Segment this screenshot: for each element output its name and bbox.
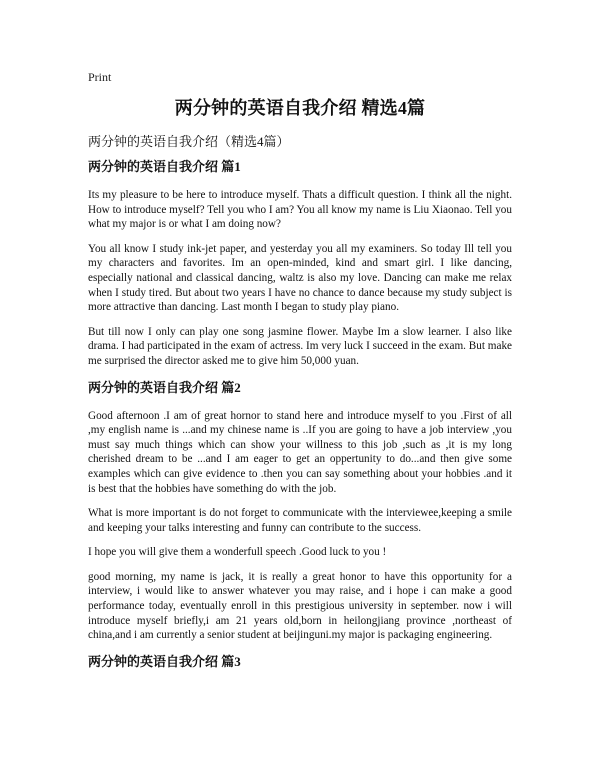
article-body	[88, 158, 512, 683]
paragraph: What is more important is do not forget to communicate with the interviewee,keeping a smile and keeping your talks interesting and funny can contribute to the success.	[88, 507, 512, 534]
section-1	[88, 158, 512, 369]
paragraph: Its my pleasure to be here to introduce myself. Thats a difficult question. I think all the night. How to introduce myself? Tell you who I am? You all know my name is Liu Xiaonao. Tell you what my major is or what I am doing now?	[88, 189, 512, 231]
print-link[interactable]: Print	[88, 70, 112, 84]
section-3	[88, 653, 512, 671]
paragraph: good morning, my name is jack, it is really a great honor to have this opportunity for a interview, i would like to answer whatever you may raise, and i hope i can make a good performance today, eventually enroll in this prestigious university in september. now i will introduce myself briefly,i am 21 years old,born in heilongjiang province ,northeast of china,and i am currently a senior student at beijinguni.my major is packaging engineering.	[88, 570, 512, 642]
section-heading: 两分钟的英语自我介绍 篇2	[88, 379, 241, 395]
paragraph: Good afternoon .I am of great hornor to stand here and introduce myself to you .First of all ,my english name is ...and my chinese name is ..If you are going to have a job interview ,you must say much things which can show your willness to this job ,such as ,it is my long cherished dream to be ...and I am eager to get an oppertunity to do...and then give some examples which can give evidence to .then you can say something about your hobbies .and it is best that the hobbies have something do with the job.	[88, 409, 512, 495]
section-heading: 两分钟的英语自我介绍 篇1	[88, 159, 241, 174]
paragraph: I hope you will give them a wonderfull speech .Good luck to you !	[88, 546, 387, 559]
paragraph: You all know I study ink-jet paper, and yesterday you all my examiners. So today Ill tell you my characters and favorites. Im an open-minded, kind and smart girl. I like dancing, especially national and classical dancing, waltz is also my love. Dancing can make me relax when I study tired. But about two years I have no chance to dance because my study subject is more attractive than dancing. Last month I began to study play piano.	[88, 242, 512, 314]
paragraph: But till now I only can play one song jasmine flower. Maybe Im a slow learner. I also like drama. I had participated in the exam of actress. Im very luck I succeed in the exam. But make me surprised the director asked me to give him 50,000 yuan.	[88, 325, 512, 367]
page-title: 两分钟的英语自我介绍 精选4篇	[174, 98, 426, 118]
section-2	[88, 379, 512, 643]
section-heading: 两分钟的英语自我介绍 篇3	[88, 653, 241, 669]
document-subtitle: 两分钟的英语自我介绍（精选4篇）	[88, 134, 290, 149]
